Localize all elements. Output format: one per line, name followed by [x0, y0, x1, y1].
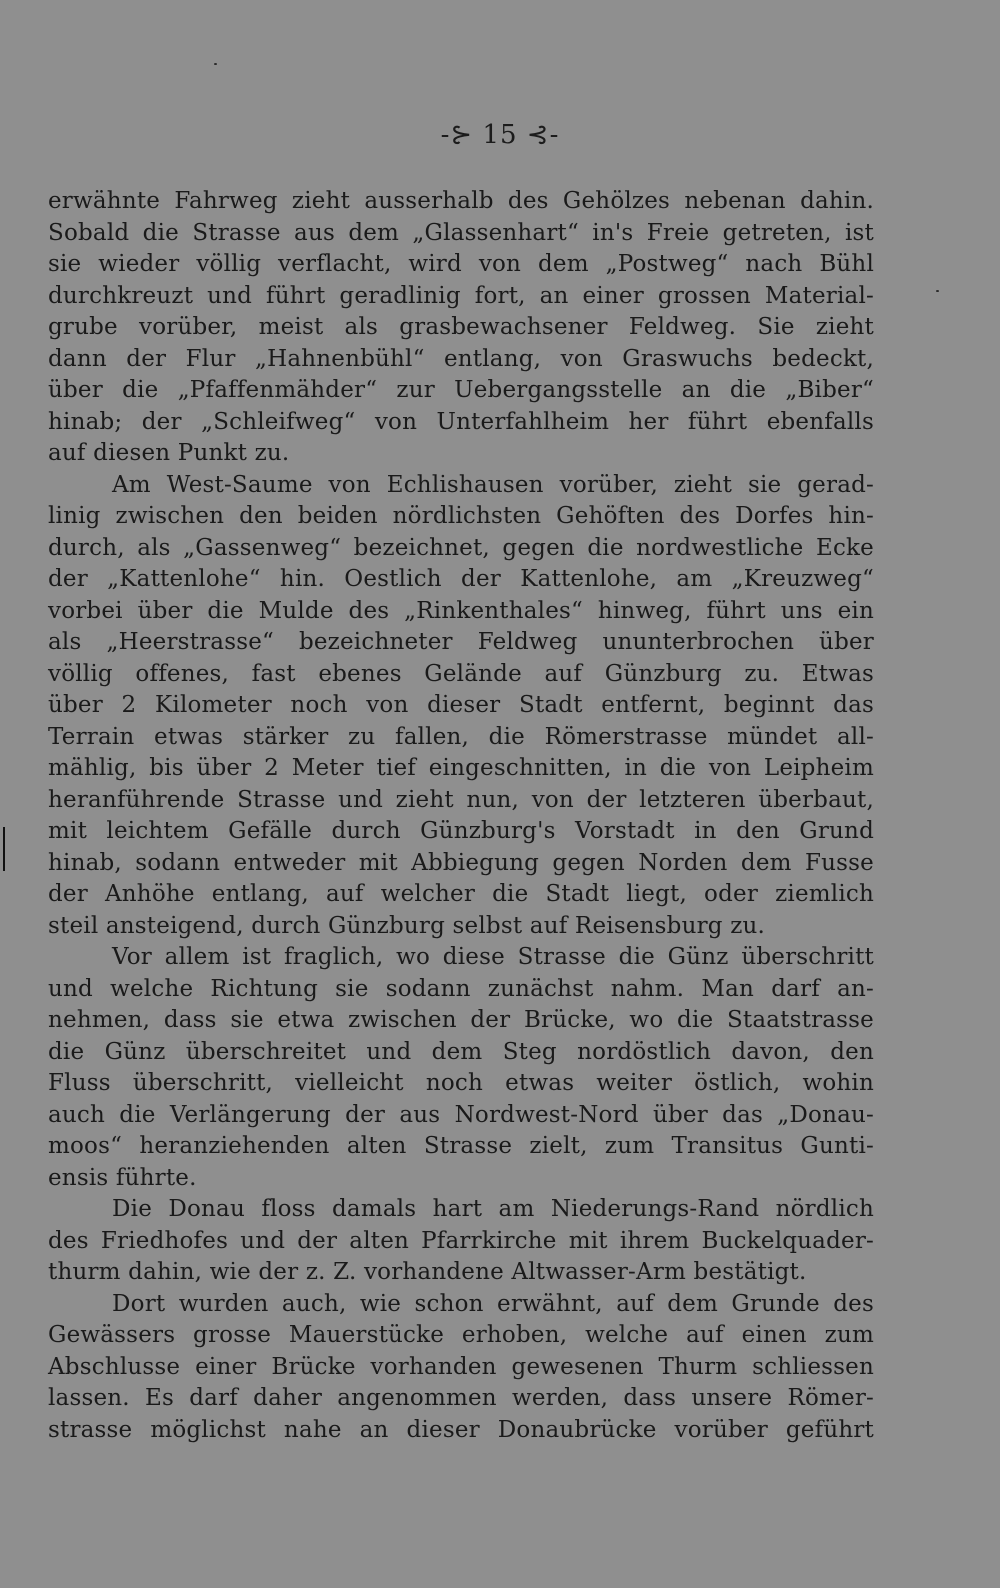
text-line: strasse möglichst nahe an dieser Donaubrücke vorüber geführt — [48, 1416, 874, 1443]
text-line: steil ansteigend, durch Günzburg selbst auf Reisensburg zu. — [48, 912, 766, 939]
text-line: die Günz überschreitet und dem Steg nordöstlich davon, den — [48, 1038, 874, 1065]
text-line: hinab; der „Schleifweg“ von Unterfahlheim her führt ebenfalls — [48, 408, 874, 435]
text-line: mählig, bis über 2 Meter tief eingeschnitten, in die von Leipheim — [48, 755, 874, 781]
text-line: der „Kattenlohe“ hin. Oestlich der Kattenlohe, am „Kreuzweg“ — [48, 566, 874, 592]
text-line: als „Heerstrasse“ bezeichneter Feldweg ununterbrochen über — [48, 629, 874, 655]
text-line: und welche Richtung sie sodann zunächst nahm. Man darf an- — [48, 975, 874, 1002]
text-line: Terrain etwas stärker zu fallen, die Römerstrasse mündet all- — [48, 723, 874, 750]
text-line: auf diesen Punkt zu. — [48, 440, 290, 466]
text-line: Die Donau floss damals hart am Niederungs-Rand nördlich — [112, 1196, 874, 1222]
text-line: über 2 Kilometer noch von dieser Stadt entfernt, beginnt das — [48, 692, 874, 718]
page-number: -⊱ 15 ⊰- — [440, 120, 560, 150]
text-line: Gewässers grosse Mauerstücke erhoben, welche auf einen zum — [48, 1322, 874, 1348]
text-line: linig zwischen den beiden nördlichsten Gehöften des Dorfes hin- — [48, 503, 874, 529]
margin-mark — [3, 827, 5, 871]
text-line: durchkreuzt und führt geradlinig fort, an einer grossen Material- — [48, 282, 874, 309]
text-line: auch die Verlängerung der aus Nordwest-Nord über das „Donau- — [48, 1101, 874, 1128]
text-line: der Anhöhe entlang, auf welcher die Stadt liegt, oder ziemlich — [48, 881, 874, 907]
text-line: erwähnte Fahrweg zieht ausserhalb des Gehölzes nebenan dahin. — [48, 188, 874, 214]
text-line: mit leichtem Gefälle durch Günzburg's Vorstadt in den Grund — [48, 818, 874, 844]
text-line: nehmen, dass sie etwa zwischen der Brücke, wo die Staatstrasse — [48, 1007, 874, 1033]
text-line: Sobald die Strasse aus dem „Glassenhart“ in's Freie getreten, ist — [48, 219, 874, 246]
scan-speck — [214, 63, 217, 65]
body-text — [48, 186, 874, 1446]
text-line: Vor allem ist fraglich, wo diese Strasse die Günz überschritt — [112, 944, 874, 970]
text-line: hinab, sodann entweder mit Abbiegung gegen Norden dem Fusse — [48, 849, 874, 876]
scan-speck — [936, 290, 939, 292]
text-line: thurm dahin, wie der z. Z. vorhandene Altwasser-Arm bestätigt. — [48, 1259, 807, 1285]
text-line: über die „Pfaffenmähder“ zur Uebergangsstelle an die „Biber“ — [48, 377, 874, 403]
text-line: lassen. Es darf daher angenommen werden, dass unsere Römer- — [48, 1385, 874, 1411]
text-line: durch, als „Gassenweg“ bezeichnet, gegen die nordwestliche Ecke — [48, 534, 874, 561]
text-line: sie wieder völlig verflacht, wird von dem „Postweg“ nach Bühl — [48, 251, 874, 277]
text-line: Abschlusse einer Brücke vorhanden gewesenen Thurm schliessen — [48, 1353, 874, 1380]
text-line: Dort wurden auch, wie schon erwähnt, auf dem Grunde des — [112, 1290, 874, 1317]
text-line: völlig offenes, fast ebenes Gelände auf Günzburg zu. Etwas — [48, 660, 874, 687]
text-line: vorbei über die Mulde des „Rinkenthales“ hinweg, führt uns ein — [48, 597, 874, 624]
text-line: des Friedhofes und der alten Pfarrkirche mit ihrem Buckelquader- — [48, 1227, 874, 1254]
text-line: grube vorüber, meist als grasbewachsener Feldweg. Sie zieht — [48, 314, 874, 340]
text-line: ensis führte. — [48, 1164, 197, 1191]
text-line: dann der Flur „Hahnenbühl“ entlang, von Graswuchs bedeckt, — [48, 345, 874, 372]
text-line: Am West-Saume von Echlishausen vorüber, zieht sie gerad- — [112, 471, 874, 498]
text-line: heranführende Strasse und zieht nun, von der letzteren überbaut, — [48, 786, 874, 813]
text-line: moos“ heranziehenden alten Strasse zielt, zum Transitus Gunti- — [48, 1133, 874, 1159]
text-line: Fluss überschritt, vielleicht noch etwas weiter östlich, wohin — [48, 1070, 874, 1096]
